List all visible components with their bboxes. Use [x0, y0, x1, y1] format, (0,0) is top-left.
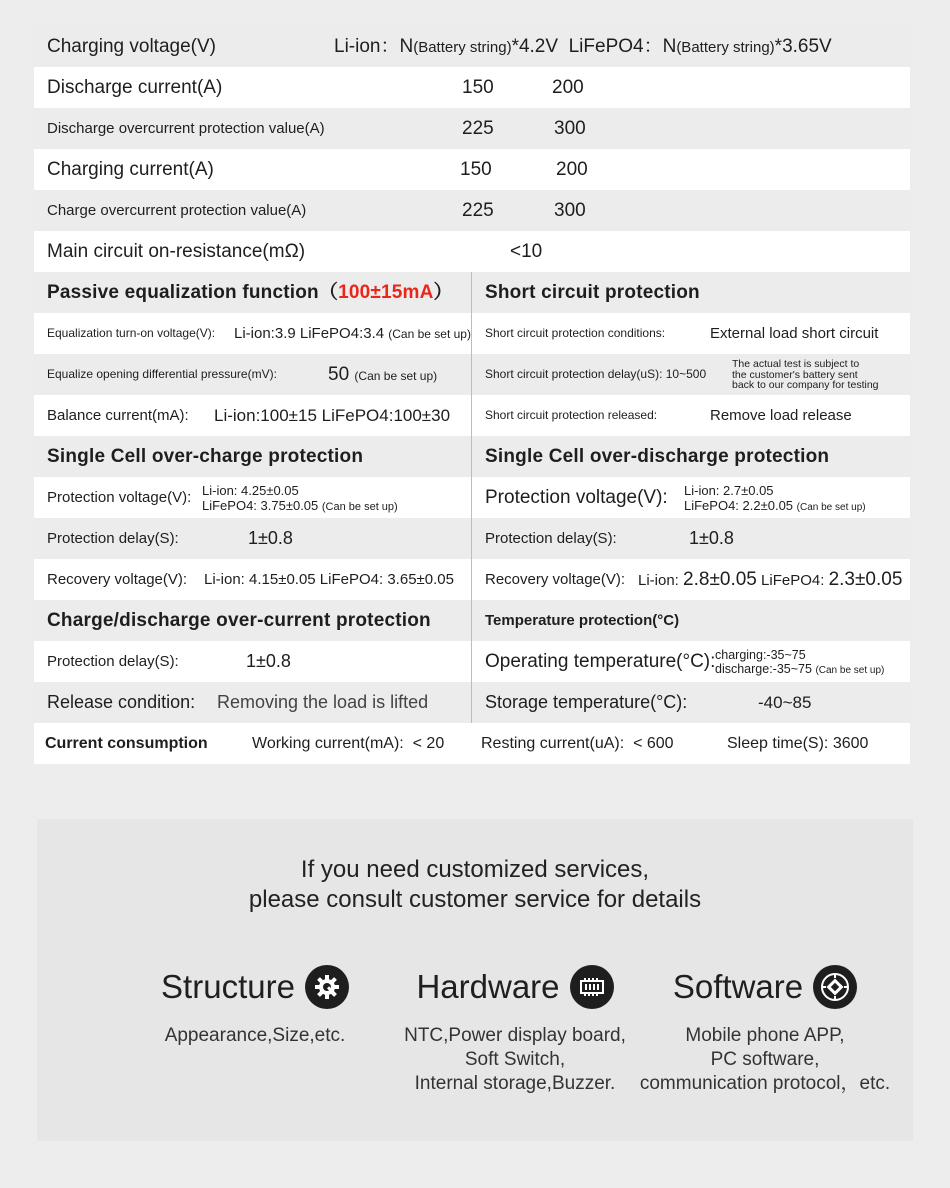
row-cell-protection-title: [34, 436, 910, 477]
on-resistance-value: <10: [510, 241, 543, 262]
row-current-consumption: [34, 723, 910, 764]
services-title-line-1: If you need customized services,: [300, 856, 650, 883]
charging-current-value-2: 200: [556, 159, 588, 180]
passive-title-text: Passive equalization function: [47, 282, 319, 303]
overdischarge-delay-value: 1±0.8: [689, 528, 734, 548]
overcharge-delay-value: 1±0.8: [248, 528, 293, 548]
discharge-current-value-1: 150: [462, 77, 494, 98]
row-charging-current: [34, 149, 910, 190]
row-delay-operating-temp: [34, 641, 910, 682]
lifepo4-voltage: *3.65V: [774, 36, 832, 57]
operating-temp-charging: charging:-35~75: [715, 648, 806, 662]
short-circuit-conditions-value: External load short circuit: [710, 325, 879, 342]
release-condition-value: Removing the load is lifted: [217, 692, 429, 712]
turn-on-voltage-label: Equalization turn-on voltage(V):: [47, 326, 216, 340]
sleep-time: [727, 723, 868, 764]
overcurrent-delay-value: 1±0.8: [246, 651, 291, 671]
customized-services-panel: [37, 819, 913, 1141]
operating-temp-discharge: discharge:-35~75: [715, 662, 812, 676]
row-turn-on-conditions: [34, 313, 910, 354]
delay-note-line-1: The actual test is subject to: [732, 358, 860, 370]
operating-temp-value: [715, 648, 884, 678]
sleep-time-value: 3600: [832, 735, 869, 752]
consumption-title: Current consumption: [45, 735, 208, 752]
service-software-label: Software: [672, 968, 804, 1005]
service-hardware-line-1: NTC,Power display board,: [404, 1025, 626, 1046]
storage-temp-value: -40~85: [758, 693, 812, 712]
service-hardware-line-3: Internal storage,Buzzer.: [414, 1073, 616, 1094]
short-circuit-conditions-label: Short circuit protection conditions:: [485, 326, 666, 340]
delay-note-line-3: back to our company for testing: [732, 379, 879, 391]
temperature-title: Temperature protection(°C): [485, 612, 680, 629]
overcharge-recovery-label: Recovery voltage(V):: [47, 571, 188, 588]
resting-current-label: Resting current(uA):: [481, 735, 625, 752]
row-charge-ocp: [34, 190, 910, 231]
short-circuit-delay-label: Short circuit protection delay(uS): 10~500: [485, 367, 707, 381]
storage-temp-label: Storage temperature(°C):: [485, 692, 688, 712]
overdischarge-recovery-value: [638, 559, 902, 600]
recovery-li-value: 2.8±0.05: [683, 569, 757, 590]
service-structure-label: Structure: [161, 968, 295, 1005]
service-software-line-3: communication protocol，etc.: [639, 1073, 891, 1094]
li-ion-voltage: *4.2V: [511, 36, 559, 57]
row-balance-release: [34, 395, 910, 436]
short-circuit-title: Short circuit protection: [485, 282, 700, 303]
overdischarge-pv-note: (Can be set up): [796, 502, 866, 513]
differential-pressure-note: (Can be set up): [354, 369, 438, 383]
differential-pressure-value: [328, 354, 437, 395]
services-title: [37, 855, 913, 915]
charge-ocp-label: Charge overcurrent protection value(A): [47, 202, 307, 219]
row-on-resistance: [34, 231, 910, 272]
resting-current-value: < 600: [633, 735, 674, 752]
lifepo4-prefix: LiFePO4：N: [568, 36, 677, 57]
working-current-label: Working current(mA):: [252, 735, 404, 752]
charge-ocp-value-1: 225: [462, 200, 494, 221]
short-circuit-delay-note: [732, 359, 879, 391]
charging-current-value-1: 150: [460, 159, 492, 180]
sleep-time-label: Sleep time(S):: [727, 735, 829, 752]
charge-ocp-value-2: 300: [554, 200, 586, 221]
turn-on-voltage-text: Li-ion:3.9 LiFePO4:3.4: [234, 325, 385, 342]
overcharge-pv-note: (Can be set up): [321, 501, 398, 513]
discharge-ocp-value-2: 300: [554, 118, 586, 139]
row-discharge-current: [34, 67, 910, 108]
working-current-value: < 20: [412, 735, 445, 752]
overcharge-pv-label: Protection voltage(V):: [47, 489, 192, 506]
discharge-current-label: Discharge current(A): [47, 77, 223, 98]
row-release-storage: [34, 682, 910, 723]
row-recovery-voltage: [34, 559, 910, 600]
service-software: [615, 964, 915, 1096]
on-resistance-label: Main circuit on-resistance(mΩ): [47, 241, 306, 262]
service-software-line-2: PC software,: [710, 1049, 820, 1070]
service-structure-desc: [105, 1024, 405, 1048]
overcharge-recovery-value: Li-ion: 4.15±0.05 LiFePO4: 3.65±0.05: [204, 571, 454, 588]
operating-temp-note: (Can be set up): [815, 665, 885, 676]
passive-equalization-title: [47, 272, 453, 313]
recovery-lfp-value: 2.3±0.05: [828, 569, 903, 590]
recovery-lfp-prefix: LiFePO4:: [761, 572, 825, 589]
balance-current-value: Li-ion:100±15 LiFePO4:100±30: [214, 406, 451, 425]
services-title-line-2: please consult customer service for details: [248, 886, 702, 913]
service-structure: [105, 964, 405, 1048]
short-circuit-release-value: Remove load release: [710, 407, 852, 424]
passive-title-paren-close: ）: [433, 282, 453, 303]
discharge-current-value-2: 200: [552, 77, 584, 98]
overcharge-pv-line-1: Li-ion: 4.25±0.05: [202, 483, 299, 498]
operating-temp-label: Operating temperature(°C):: [485, 651, 716, 672]
row-passive-short-title: [34, 272, 910, 313]
release-condition-label: Release condition:: [47, 692, 196, 712]
service-structure-line-1: Appearance,Size,etc.: [164, 1025, 346, 1046]
delay-note-line-2: the customer's battery sent: [732, 368, 858, 381]
overdischarge-pv-label: Protection voltage(V):: [485, 487, 668, 508]
passive-title-paren-open: （: [318, 282, 339, 303]
charging-current-label: Charging current(A): [47, 159, 214, 180]
discharge-ocp-value-1: 225: [462, 118, 494, 139]
overdischarge-pv-line-2: LiFePO4: 2.2±0.05: [684, 498, 794, 513]
overcharge-pv-value: [202, 483, 398, 515]
discharge-ocp-label: Discharge overcurrent protection value(A): [47, 120, 325, 137]
row-diff-delay: [34, 354, 910, 395]
differential-pressure-label: Equalize opening differential pressure(mV):: [47, 367, 277, 381]
working-current: [252, 723, 444, 764]
overcharge-pv-line-2: LiFePO4: 3.75±0.05: [202, 498, 319, 513]
overcurrent-delay-label: Protection delay(S):: [47, 653, 179, 670]
service-hardware-label: Hardware: [416, 968, 560, 1005]
li-ion-small: (Battery string): [413, 39, 512, 56]
overdischarge-title: Single Cell over-discharge protection: [485, 446, 830, 467]
overcharge-title: Single Cell over-charge protection: [47, 446, 364, 467]
overdischarge-pv-line-1: Li-ion: 2.7±0.05: [684, 483, 774, 498]
resting-current: [481, 723, 674, 764]
differential-pressure-number: 50: [328, 364, 350, 385]
row-protection-voltage: [34, 477, 910, 518]
service-hardware-line-2: Soft Switch,: [464, 1049, 566, 1070]
charging-voltage-value: [334, 26, 832, 67]
chip-icon: [813, 965, 857, 1009]
balance-current-label: Balance current(mA):: [47, 407, 189, 424]
circuit-board-icon: [570, 965, 614, 1009]
li-ion-prefix: Li-ion：N: [334, 36, 414, 57]
passive-title-current: 100±15mA: [338, 282, 434, 303]
turn-on-voltage-note: (Can be set up): [388, 327, 471, 341]
spec-table: [34, 26, 910, 764]
lifepo4-small: (Battery string): [676, 39, 775, 56]
overcurrent-title: Charge/discharge over-current protection: [47, 610, 431, 631]
turn-on-voltage-value: [234, 313, 471, 354]
row-overcurrent-temp-title: [34, 600, 910, 641]
short-circuit-release-label: Short circuit protection released:: [485, 408, 658, 422]
overdischarge-delay-label: Protection delay(S):: [485, 530, 617, 547]
service-software-line-1: Mobile phone APP,: [685, 1025, 845, 1046]
overcharge-delay-label: Protection delay(S):: [47, 530, 179, 547]
charging-voltage-label: Charging voltage(V): [47, 36, 216, 57]
row-charging-voltage: [34, 26, 910, 67]
row-protection-delay: [34, 518, 910, 559]
row-discharge-ocp: [34, 108, 910, 149]
overdischarge-recovery-label: Recovery voltage(V):: [485, 571, 626, 588]
gear-wrench-icon: [305, 965, 349, 1009]
service-software-desc: [615, 1024, 915, 1096]
recovery-li-prefix: Li-ion:: [638, 572, 679, 589]
overdischarge-pv-value: [684, 483, 866, 515]
